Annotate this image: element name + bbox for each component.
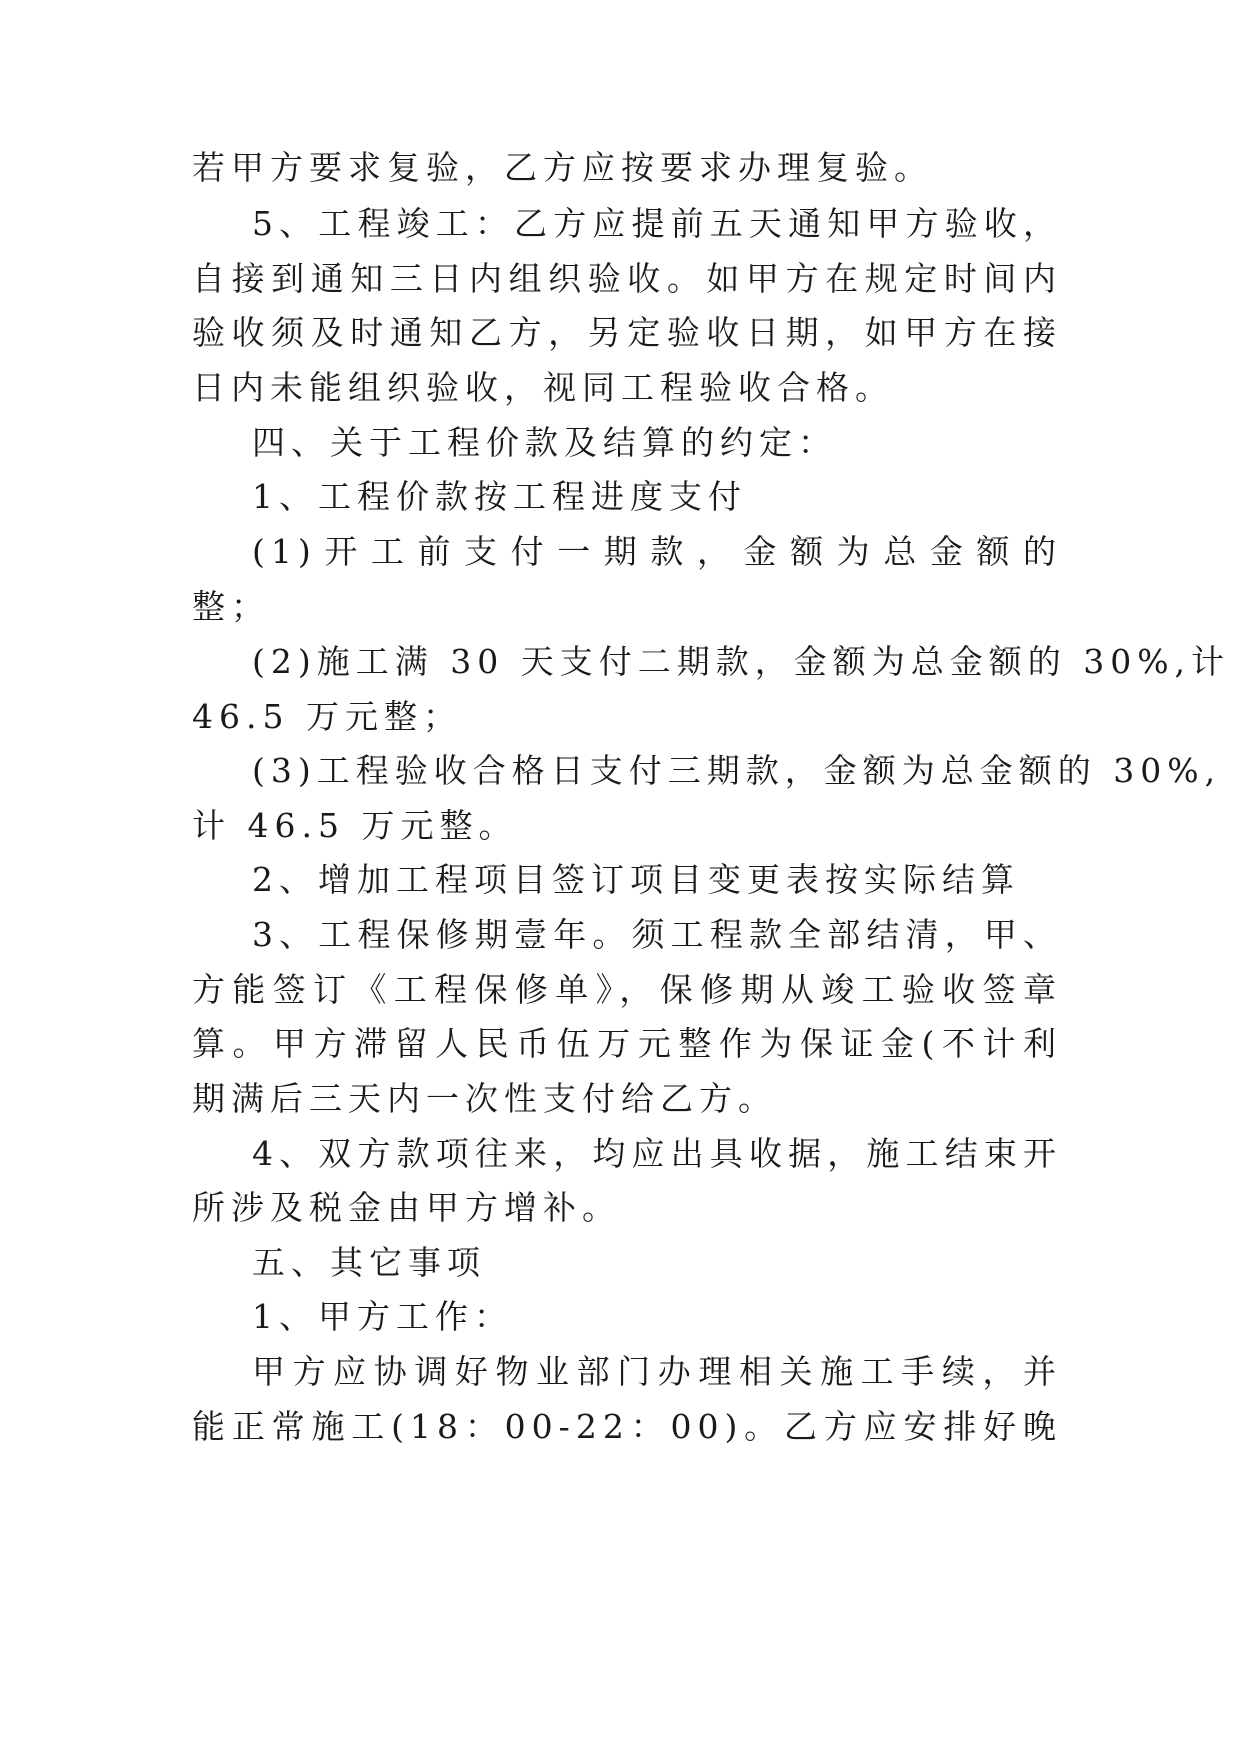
text-line-3: 自接到通知三日内组织验收。如甲方在规定时间内 [192,259,1062,298]
text-line-8: (1)开工前支付一期款，金额为总金额的 [252,532,1062,571]
text-line-12: (3)工程验收合格日支付三期款，金额为总金额的 30%, [252,751,1222,790]
text-line-1: 若甲方要求复验，乙方应按要求办理复验。 [192,148,933,187]
section-heading-5: 五、其它事项 [252,1243,486,1282]
text-line-7: 1、工程价款按工程进度支付 [252,477,747,516]
text-line-20: 所涉及税金由甲方增补。 [192,1188,621,1227]
text-line-13: 计 46.5 万元整。 [192,806,518,845]
text-line-9: 整； [192,587,270,626]
text-line-23: 甲方应协调好物业部门办理相关施工手续，并 [252,1352,1062,1391]
text-line-10: (2)施工满 30 天支付二期款，金额为总金额的 30%,计 [252,642,1231,681]
text-line-17: 算。甲方滞留人民币伍万元整作为保证金(不计利 [192,1024,1062,1063]
text-line-24: 能正常施工(18：00-22：00)。乙方应安排好晚 [192,1407,1062,1446]
text-line-11: 46.5 万元整； [192,697,462,736]
text-line-15: 3、工程保修期壹年。须工程款全部结清，甲、 [252,915,1062,954]
text-line-22: 1、甲方工作： [252,1297,513,1336]
section-heading-4: 四、关于工程价款及结算的约定： [252,423,837,462]
text-line-16: 方能签订《工程保修单》，保修期从竣工验收签章 [192,970,1062,1009]
text-line-2: 5、工程竣工：乙方应提前五天通知甲方验收， [252,204,1062,243]
text-line-5: 日内未能组织验收，视同工程验收合格。 [192,368,894,407]
text-line-14: 2、增加工程项目签订项目变更表按实际结算 [252,860,1020,899]
text-line-19: 4、双方款项往来，均应出具收据，施工结束开 [252,1134,1062,1173]
text-line-18: 期满后三天内一次性支付给乙方。 [192,1079,777,1118]
text-line-4: 验收须及时通知乙方，另定验收日期，如甲方在接 [192,313,1062,352]
